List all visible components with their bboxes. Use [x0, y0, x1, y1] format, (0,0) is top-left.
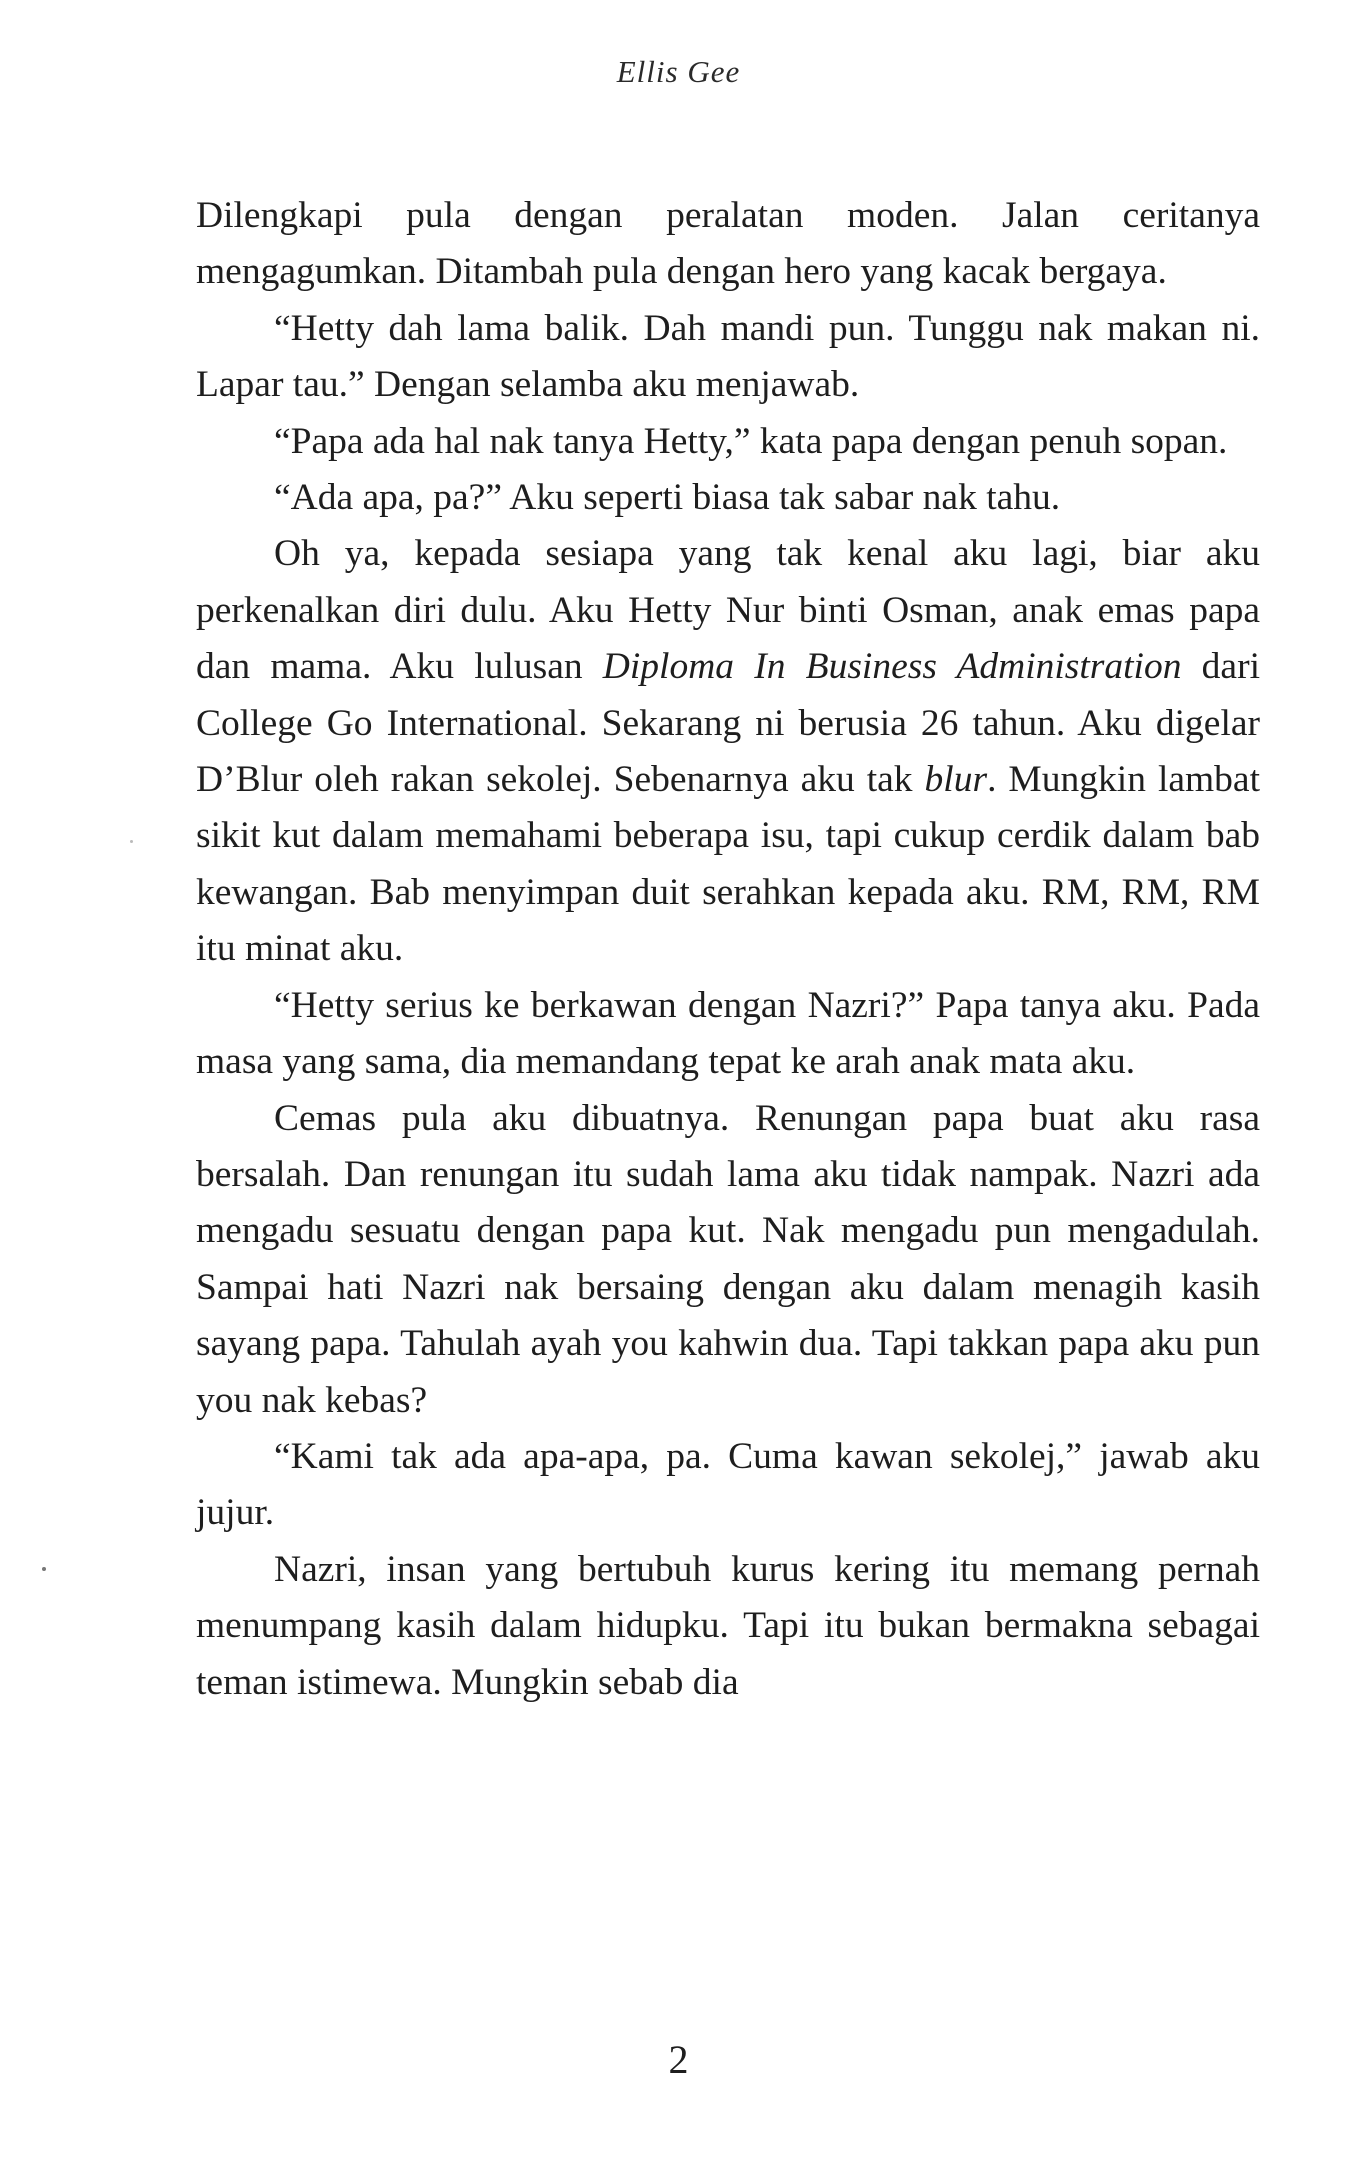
paragraph-5-part-a: Oh ya, kepada sesiapa yang tak kenal aku lagi, biar aku perkenalkan diri dulu. Aku Hetty Nur binti Osman, anak emas papa dan mama. Aku lulusan — [196, 533, 1260, 688]
scan-speck — [130, 840, 133, 843]
paragraph-1: Dilengkapi pula dengan peralatan moden. Jalan ceritanya mengagumkan. Ditambah pula dengan hero yang kacak bergaya. — [196, 195, 1260, 293]
paragraph-8: “Kami tak ada apa-apa, pa. Cuma kawan sekolej,” jawab aku jujur. — [196, 1435, 1260, 1534]
paragraph-5-italic-diploma: Diploma In Business Administration — [602, 646, 1182, 688]
running-head: Ellis Gee — [616, 54, 741, 89]
paragraph-5-italic-blur: blur — [924, 759, 988, 801]
page-number: 2 — [668, 2037, 689, 2082]
paragraph-3: “Papa ada hal nak tanya Hetty,” kata papa dengan penuh sopan. — [274, 420, 1228, 462]
paragraph-2: “Hetty dah lama balik. Dah mandi pun. Tunggu nak makan ni. Lapar tau.” Dengan selamba aku menjawab. — [196, 307, 1260, 406]
paragraph-4: “Ada apa, pa?” Aku seperti biasa tak sabar nak tahu. — [274, 477, 1061, 519]
scan-speck — [42, 1567, 46, 1571]
paragraph-6: “Hetty serius ke berkawan dengan Nazri?” Papa tanya aku. Pada masa yang sama, dia memandang tepat ke arah anak mata aku. — [196, 984, 1260, 1083]
body-text — [196, 188, 1260, 1711]
paragraph-5 — [196, 526, 1260, 977]
paragraph-5-part-c: . Mungkin lambat sikit kut dalam memahami beberapa isu, tapi cukup cerdik dalam bab kewangan. Bab menyimpan duit serahkan kepada aku. RM, RM, RM itu minat aku. — [196, 759, 1260, 970]
paragraph-7: Cemas pula aku dibuatnya. Renungan papa buat aku rasa bersalah. Dan renungan itu sudah lama aku tidak nampak. Nazri ada mengadu sesuatu dengan papa kut. Nak mengadu pun mengadulah. Sampai hati Nazri nak bersaing dengan aku dalam menagih kasih sayang papa. Tahulah ayah you kahwin dua. Tapi takkan papa aku pun you nak kebas? — [196, 1097, 1260, 1421]
paragraph-9: Nazri, insan yang bertubuh kurus kering itu memang pernah menumpang kasih dalam hidupku. Tapi itu bukan bermakna sebagai teman istimewa. Mungkin sebab dia — [196, 1548, 1260, 1703]
paragraph-5-part-b: dari College Go International. Sekarang ni berusia 26 tahun. Aku digelar D’Blur oleh rakan sekolej. Sebenarnya aku tak — [196, 646, 1260, 801]
